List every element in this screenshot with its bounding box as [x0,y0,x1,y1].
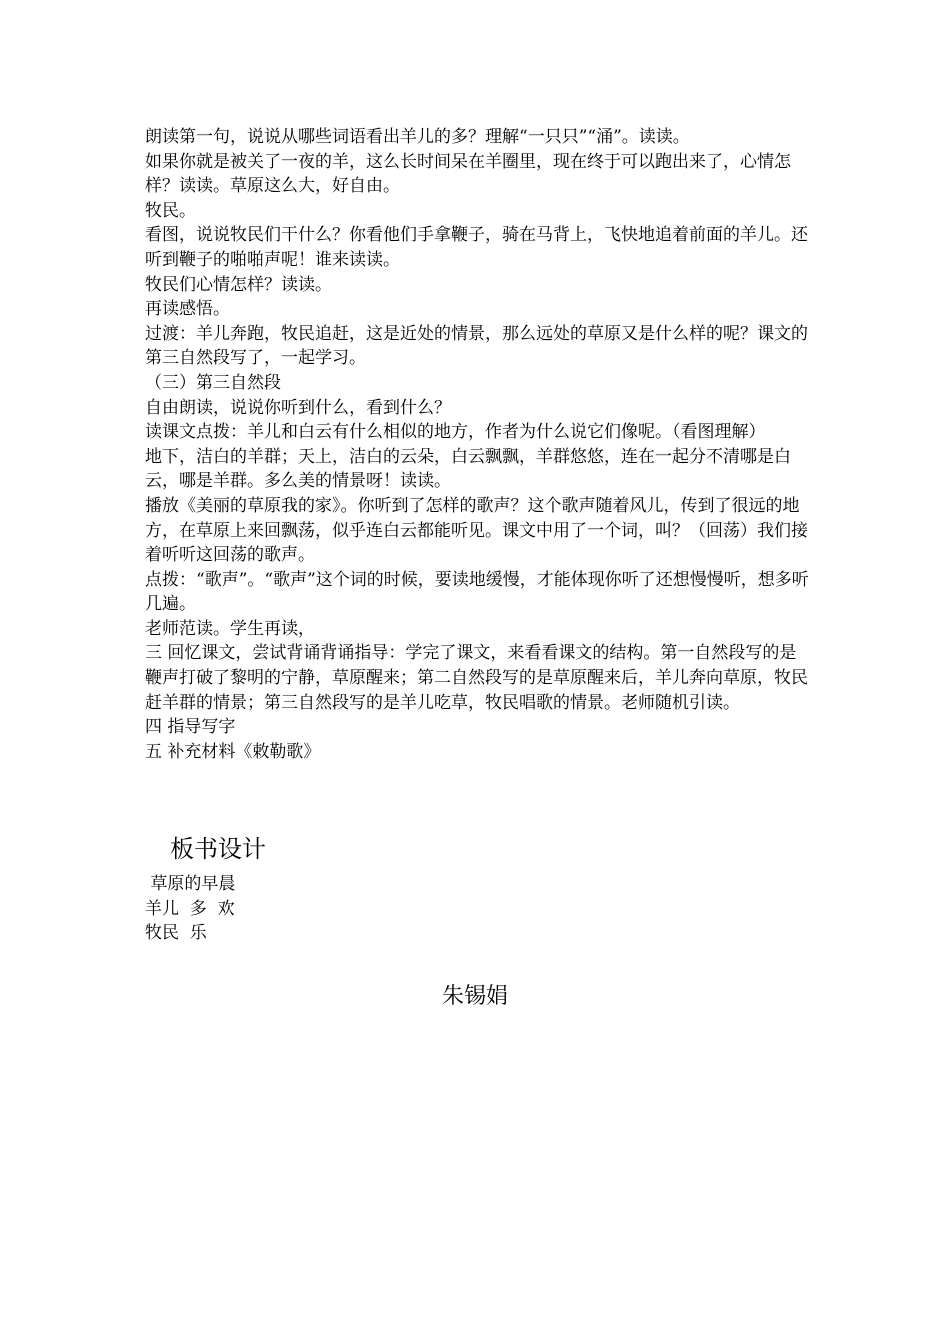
paragraph-6: 再读感悟。 [145,299,230,320]
paragraph-5: 牧民们心情怎样？读读。 [145,274,332,295]
paragraph-7: 过渡：羊儿奔跑，牧民追赶，这是近处的情景，那么远处的草原又是什么样的呢？课文的第三自然段写了，一起学习。 [145,323,808,369]
paragraph-11: 地下，洁白的羊群；天上，洁白的云朵，白云飘飘，羊群悠悠，连在一起分不清哪是白云，哪是羊群。多么美的情景呀！读读。 [145,446,791,492]
board-line-sheep: 羊儿 多 欢 [145,898,235,919]
board-design [145,872,545,946]
lesson-body [145,125,810,764]
paragraph-10: 读课文点拨：羊儿和白云有什么相似的地方，作者为什么说它们像呢。（看图理解） [145,422,766,443]
paragraph-1: 朗读第一句，说说从哪些词语看出羊儿的多？理解“一只只”“涌”。读读。 [145,127,690,147]
paragraph-14: 老师范读。学生再读， [145,618,315,639]
board-line-herders: 牧民 乐 [145,923,207,944]
board-design-heading: 板书设计 [170,835,266,863]
paragraph-8: （三）第三自然段 [145,372,281,393]
paragraph-9: 自由朗读，说说你听到什么，看到什么？ [145,397,451,418]
paragraph-17: 五 补充材料《敕勒歌》 [145,741,321,762]
author-name: 朱锡娟 [441,984,508,1009]
paragraph-15: 三 回忆课文，尝试背诵背诵指导：学完了课文，来看看课文的结构。第一自然段写的是鞭声打破了黎明的宁静，草原醒来；第二自然段写的是草原醒来后，羊儿奔向草原，牧民赶羊群的情景；第三自然段写的是羊儿吃草，牧民唱歌的情景。老师随机引读。 [145,643,808,713]
paragraph-12: 播放《美丽的草原我的家》。你听到了怎样的歌声？这个歌声随着风儿，传到了很远的地方，在草原上来回飘荡，似乎连白云都能听见。课文中用了一个词，叫？（回荡）我们接着听听这回荡的歌声。 [145,495,808,566]
paragraph-13: 点拨：“歌声”。“歌声”这个词的时候，要读地缓慢，才能体现你听了还想慢慢听，想多听几遍。 [145,569,809,615]
paragraph-4: 看图，说说牧民们干什么？你看他们手拿鞭子，骑在马背上，飞快地追着前面的羊儿。还听到鞭子的啪啪声呢！谁来读读。 [145,225,808,270]
paragraph-2: 如果你就是被关了一夜的羊，这么长时间呆在羊圈里，现在终于可以跑出来了，心情怎样？读读。草原这么大，好自由。 [145,151,791,197]
paragraph-3: 牧民。 [145,200,196,221]
board-line-title: 草原的早晨 [145,874,236,894]
paragraph-16: 四 指导写字 [145,717,236,738]
